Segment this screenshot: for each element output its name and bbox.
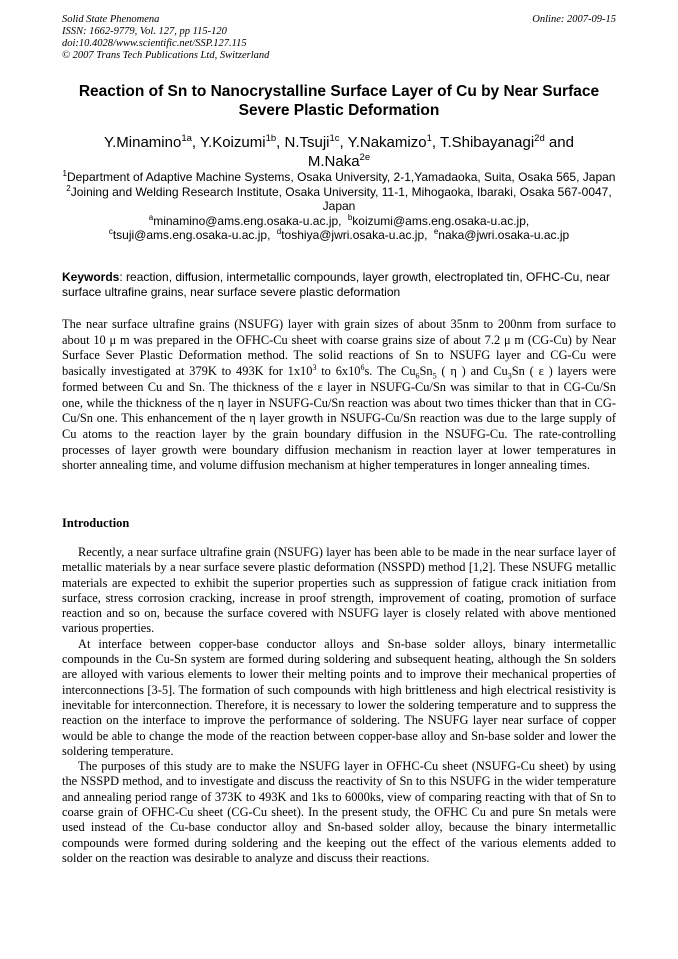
affiliations xyxy=(62,170,616,243)
author-affil-mark: 2d xyxy=(534,133,545,144)
intro-paragraph: Recently, a near surface ultrafine grain (NSUFG) layer has been able to be made in the near surface layer of metallic materials by a near surface severe plastic deformation (NSSPD) method [1,2]. These NSUFG metallic materials are expected to exhibit the superior properties such as suppression of fatigue crack initiation from surface, stress corrosion cracking, increase in proof strength, improvement of coating, promotion of surface reaction and so on, because the surface covered with NSUFG layer is closely related with above mentioned various properties. xyxy=(62,545,616,636)
author-affil-mark: 1c xyxy=(329,133,340,144)
keywords-label: Keywords xyxy=(62,270,120,284)
email-b: $^b$koizumi@ams.eng.osaka-u.ac.jp, xyxy=(347,212,530,228)
keywords-block xyxy=(62,270,616,300)
journal-header xyxy=(62,14,616,62)
intro-paragraph: The purposes of this study are to make the NSUFG layer in OFHC-Cu sheet (NSUFG-Cu sheet) by using the NSSPD method, and to investigate and discuss the reactivity of Sn to this NSUFG in the wider temperature and annealing period range of 373K to 493K and 1ks to 6000ks, view of comparing reacting with that of Sn to coarse grain of OFHC-Cu sheet (CG-Cu sheet). In the present study, the OFHC Cu and pure Sn metals were used instead of the Cu-base conductor alloy and Sn-based solder alloy, because the binary intermetallic compounds were formed during soldering and the keeping out the effect of the various elements added to solder on the reaction was desirable to analyze and discuss their reactions. xyxy=(62,759,616,865)
author-name: N.Tsuji xyxy=(284,134,330,151)
email-a: $^a$minamino@ams.eng.osaka-u.ac.jp, xyxy=(148,212,342,228)
author-affil-mark: 2e xyxy=(359,152,371,163)
journal-doi: doi:10.4028/www.scientific.net/SSP.127.115 xyxy=(62,38,247,49)
author-separator: and xyxy=(544,134,574,151)
email-line-1 xyxy=(62,214,616,229)
author-affil-mark: 1b xyxy=(265,133,277,144)
journal-copyright: © 2007 Trans Tech Publications Ltd, Switzerland xyxy=(62,50,270,61)
author-separator: , xyxy=(431,134,440,151)
author-name: M.Naka xyxy=(307,153,360,170)
author-separator: , xyxy=(191,134,200,151)
affiliation-1: $^1$Department of Adaptive Machine Systems, Osaka University, 2-1,Yamadaoka, Suita, Osaka 565, Japan xyxy=(62,169,616,184)
intro-paragraph: At interface between copper-base conductor alloys and Sn-base solder alloys, binary intermetallic compounds in the Cu-Sn system are formed during soldering and subsequent heating, although the Sn solders are alloyed with various elements to lower their melting points and to improve their mechanical properties of interconnections [3-5]. The formation of such compounds with high brittleness and high electrical resistivity is inevitable for interconnection. Therefore, it is necessary to lower the soldering temperature and to suppress the reaction on the interface to improve the performance of soldering. The NSUFG layer near surface of copper would be able to change the mode of the reaction between copper-base alloy and Sn-base solder and lower the soldering temperature. xyxy=(62,636,616,758)
author-affil-mark: 1 xyxy=(426,133,432,144)
paper-title: Reaction of Sn to Nanocrystalline Surface Layer of Cu by Near Surface Severe Plastic Deformation xyxy=(78,83,600,119)
abstract: The near surface ultrafine grains (NSUFG) layer with grain sizes of about 35nm to 200nm from surface to about 10 μ m was prepared in the OFHC-Cu sheet with coarse grains size of about 7.2 μ m (CG-Cu) by Near Surface Sever Plastic Deformation method. The solid reactions of Sn to NSUFG layer and CG-Cu were basically investigated at 379K to 493K for $1x10^3$ to $6x10^6s$. The $Cu_6Sn_5$ ( η ) and $Cu_3Sn$ ( ε ) layers were formed between Cu and Sn. The thickness of the ε layer in NSUFG-Cu/Sn was similar to that in CG-Cu/Sn one, while the thickness of the η layer in NSUFG-Cu/Sn reaction was about two times thicker than that in CG-Cu/Sn one. This enhancement of the η layer growth in NSUFG-Cu/Sn reaction was due to the large supply of Cu atoms to the reaction layer by the grain boundary diffusion in the NSUFG-Cu. The rate-controlling processes of layer growth were boundary diffusion mechanism in reaction layer at lower temperatures in shorter annealing time, and volume diffusion mechanism at higher temperatures in longer annealing times. xyxy=(62,317,616,473)
author-name: Y.Minamino xyxy=(104,134,182,151)
author-affil-mark: 1a xyxy=(181,133,192,144)
email-e: $^e$naka@jwri.osaka-u.ac.jp xyxy=(433,227,570,242)
email-line-2 xyxy=(62,228,616,243)
online-date: Online: 2007-09-15 xyxy=(532,14,616,25)
author-name: Y.Nakamizo xyxy=(347,134,427,151)
introduction-body xyxy=(62,545,616,866)
author-name: T.Shibayanagi xyxy=(439,134,535,151)
affiliation-2: $^2$Joining and Welding Research Institute, Osaka University, 11-1, Mihogaoka, Ibaraki, Osaka 567-0047, Japan xyxy=(66,183,612,213)
journal-name: Solid State Phenomena xyxy=(62,14,160,25)
email-c: $^c$tsuji@ams.eng.osaka-u.ac.jp, xyxy=(108,227,271,242)
author-list xyxy=(62,133,616,171)
author-separator: , xyxy=(276,134,285,151)
keywords-text: : reaction, diffusion, intermetallic compounds, layer growth, electroplated tin, OFHC-Cu, near surface ultrafine grains, near surface severe plastic deformation xyxy=(62,270,611,299)
journal-issn: ISSN: 1662-9779, Vol. 127, pp 115-120 xyxy=(62,26,227,37)
author-name: Y.Koizumi xyxy=(199,134,266,151)
email-d: $^d$toshiya@jwri.osaka-u.ac.jp, xyxy=(276,227,428,242)
author-separator: , xyxy=(339,134,348,151)
section-heading-introduction: Introduction xyxy=(62,516,130,530)
